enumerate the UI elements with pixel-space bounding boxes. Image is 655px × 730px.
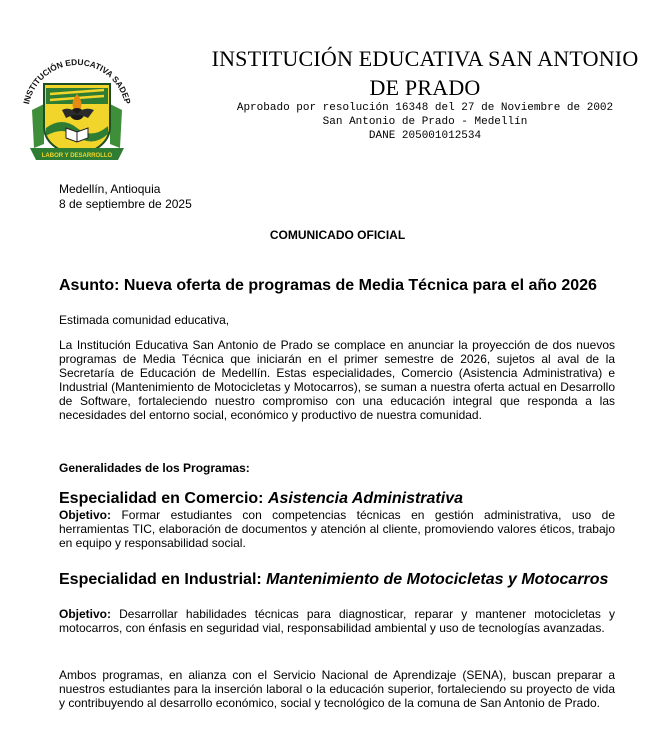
letter-date: 8 de septiembre de 2025 [59,197,192,211]
place-date-block [59,182,192,212]
program-prefix: Especialidad en Industrial: [59,571,262,588]
approval-resolution: Aprobado por resolución 16348 del 27 de Noviembre de 2002 [236,102,614,114]
letter-place: Medellín, Antioquia [59,182,161,196]
letter-intro-paragraph: La Institución Educativa San Antonio de Prado se complace en anunciar la proyección de dos nuevos programas de Media Técnica que iniciarán en el primer semestre de 2026, sujetos al aval de la Secretaría de Educación de Medellín. Estas especialidades, Comercio (Asistencia Administrativa) e Industrial (Mantenimiento de Motocicletas y Motocarros), se suman a nuestra oferta actual en Desarrollo de Software, fortaleciendo nuestro compromiso con una educación integral que responda a las necesidades del entorno social, económico y productivo de nuestra comunidad. [59,338,615,422]
document-heading: COMUNICADO OFICIAL [269,228,406,242]
program-name: Asistencia Administrativa [267,490,463,507]
objective-label: Objetivo: [59,607,112,621]
institution-crest-logo [14,44,140,164]
letter-closing-paragraph: Ambos programas, en alianza con el Servicio Nacional de Aprendizaje (SENA), buscan preparar a nuestros estudiantes para la inserción laboral o la educación superior, fortaleciendo su proyecto de vida y contribuyendo al desarrollo económico, social y tecnológico de la comuna de San Antonio de Prado. [59,668,615,710]
institution-name-line2: DE PRADO [369,75,481,100]
program-heading-industrial [59,572,615,588]
objective-text: Formar estudiantes con competencias técnicas en gestión administrativa, uso de herramientas TIC, elaboración de documentos y atención al cliente, promoviendo valores éticos, trabajo en equipo y responsabilidad social. [59,508,615,550]
institution-name [210,44,640,102]
programs-section-title: Generalidades de los Programas: [59,461,250,475]
program-objective-industrial [59,607,615,635]
program-heading-commerce [59,491,615,507]
program-name: Mantenimiento de Motocicletas y Motocarros [266,571,609,588]
objective-text: Desarrollar habilidades técnicas para diagnosticar, reparar y mantener motocicletas y motocarros, con énfasis en seguridad vial, responsabilidad ambiental y uso de tecnologías avanzadas. [59,607,615,635]
institution-name-line1: INSTITUCIÓN EDUCATIVA SAN ANTONIO [211,46,639,71]
program-objective-commerce [59,508,615,550]
institution-location: San Antonio de Prado - Medellín [322,116,528,128]
crest-ring-text: INSTITUCIÓN EDUCATIVA SADEP [21,56,133,106]
letter-subject: Asunto: Nueva oferta de programas de Media Técnica para el año 2026 [59,277,597,294]
institution-metadata [210,101,640,143]
objective-label: Objetivo: [59,508,112,522]
program-prefix: Especialidad en Comercio: [59,490,264,507]
letter-greeting: Estimada comunidad educativa, [59,313,230,327]
crest-ribbon-text: LABOR Y DESARROLLO [41,153,113,159]
dane-code: DANE 205001012534 [368,130,482,142]
